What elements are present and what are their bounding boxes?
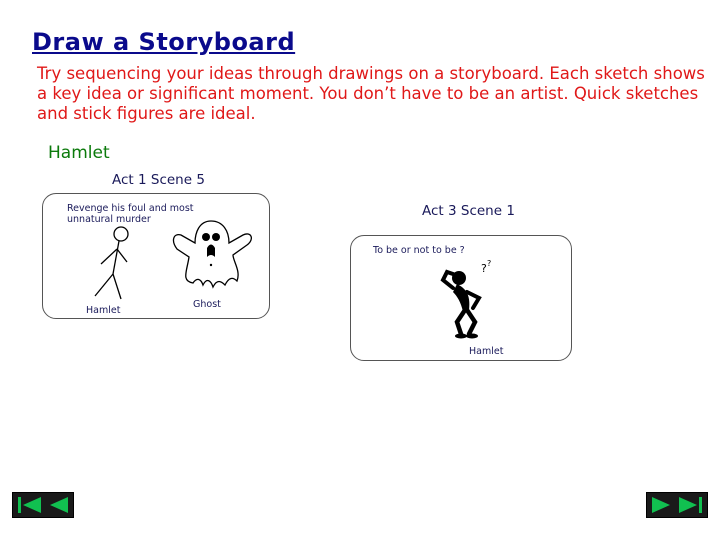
- panel1-figure1-label: Hamlet: [86, 305, 121, 316]
- stick-figure-hamlet: [81, 224, 161, 304]
- next-icon: [651, 496, 671, 514]
- panel1-figure2-label: Ghost: [193, 299, 221, 310]
- panel2-figure-label: Hamlet: [469, 346, 504, 357]
- first-previous-button[interactable]: [12, 492, 74, 518]
- thinking-figure-hamlet: [435, 258, 515, 342]
- page-title: Draw a Storyboard: [32, 28, 296, 56]
- ghost-icon: [163, 215, 261, 295]
- svg-text:?: ?: [481, 262, 487, 275]
- next-last-button[interactable]: [646, 492, 708, 518]
- storyboard-panel-2: [350, 235, 572, 361]
- play-title: Hamlet: [48, 143, 110, 163]
- svg-text:?: ?: [487, 259, 492, 268]
- panel1-scene-label: Act 1 Scene 5: [112, 172, 205, 188]
- first-icon: [17, 496, 45, 514]
- previous-icon: [49, 496, 69, 514]
- panel2-caption: To be or not to be ?: [373, 245, 465, 256]
- last-icon: [675, 496, 703, 514]
- panel2-scene-label: Act 3 Scene 1: [422, 203, 515, 219]
- intro-text: Try sequencing your ideas through drawings on a storyboard. Each sketch shows a key idea or significant moment. You don’t have to be an artist. Quick sketches and stick figures are ideal.: [37, 64, 705, 123]
- storyboard-panel-1: [42, 193, 270, 319]
- panel1-caption: Revenge his foul and most unnatural murder: [67, 203, 194, 225]
